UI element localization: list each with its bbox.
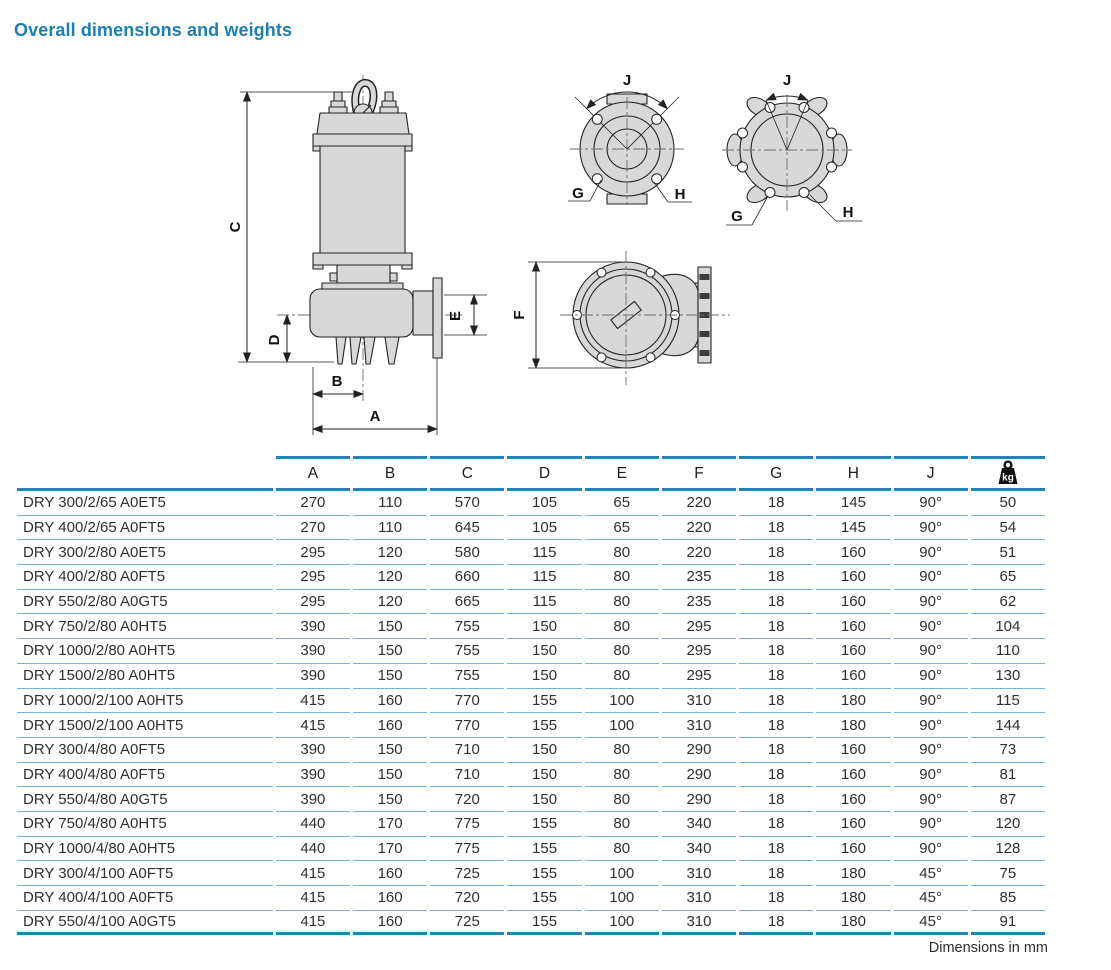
dim-value-cell: 340 xyxy=(662,812,736,837)
dim-value-cell: 160 xyxy=(816,787,890,812)
dim-value-cell: 80 xyxy=(585,590,659,615)
dim-value-cell: 150 xyxy=(507,664,581,689)
table-header-row xyxy=(17,456,1045,491)
dim-value-cell: 235 xyxy=(662,565,736,590)
dim-value-cell: 660 xyxy=(430,565,504,590)
dim-value-cell: 440 xyxy=(276,837,350,862)
dim-value-cell: 90° xyxy=(894,812,968,837)
dim-value-cell: 235 xyxy=(662,590,736,615)
dimensions-table-body xyxy=(17,491,1045,935)
model-cell: DRY 300/4/80 A0FT5 xyxy=(17,738,273,763)
dim-value-cell: 115 xyxy=(507,590,581,615)
table-row xyxy=(17,911,1045,936)
dim-value-cell: 18 xyxy=(739,911,813,936)
column-header-h: H xyxy=(816,456,890,491)
column-header-g: G xyxy=(739,456,813,491)
dim-value-cell: 170 xyxy=(353,812,427,837)
dim-value-cell: 90° xyxy=(894,540,968,565)
dim-value-cell: 180 xyxy=(816,713,890,738)
dim-value-cell: 310 xyxy=(662,911,736,936)
dim-value-cell: 770 xyxy=(430,713,504,738)
table-row xyxy=(17,540,1045,565)
dim-value-cell: 580 xyxy=(430,540,504,565)
table-row xyxy=(17,713,1045,738)
dim-label-g2: G xyxy=(731,208,743,225)
dim-value-cell: 115 xyxy=(971,689,1045,714)
dim-value-cell: 725 xyxy=(430,861,504,886)
model-cell: DRY 1000/2/80 A0HT5 xyxy=(17,639,273,664)
dim-label-j2: J xyxy=(782,72,792,89)
dim-value-cell: 390 xyxy=(276,763,350,788)
flange-top-view-45 xyxy=(722,72,862,225)
dim-value-cell: 18 xyxy=(739,812,813,837)
dim-value-cell: 155 xyxy=(507,689,581,714)
dim-value-cell: 310 xyxy=(662,713,736,738)
dim-value-cell: 65 xyxy=(585,491,659,516)
dim-label-j: J xyxy=(622,72,632,89)
column-header-b: B xyxy=(353,456,427,491)
technical-drawing xyxy=(0,55,1111,455)
dim-value-cell: 104 xyxy=(971,614,1045,639)
dim-value-cell: 160 xyxy=(353,689,427,714)
dim-value-cell: 170 xyxy=(353,837,427,862)
dim-value-cell: 115 xyxy=(507,540,581,565)
dim-value-cell: 80 xyxy=(585,664,659,689)
dim-value-cell: 415 xyxy=(276,713,350,738)
dim-value-cell: 150 xyxy=(353,614,427,639)
dim-value-cell: 295 xyxy=(276,565,350,590)
column-header-d: D xyxy=(507,456,581,491)
dim-value-cell: 80 xyxy=(585,565,659,590)
weight-kg-icon xyxy=(995,460,1021,487)
dim-label-h2: H xyxy=(842,204,854,221)
table-row xyxy=(17,689,1045,714)
dim-value-cell: 18 xyxy=(739,689,813,714)
table-row xyxy=(17,614,1045,639)
dim-value-cell: 80 xyxy=(585,614,659,639)
dim-value-cell: 160 xyxy=(816,565,890,590)
dim-value-cell: 295 xyxy=(276,590,350,615)
weight-unit-label: kg xyxy=(1002,472,1014,484)
dim-value-cell: 18 xyxy=(739,861,813,886)
dim-value-cell: 415 xyxy=(276,861,350,886)
table-row xyxy=(17,664,1045,689)
dim-value-cell: 160 xyxy=(816,639,890,664)
dim-value-cell: 144 xyxy=(971,713,1045,738)
dim-value-cell: 155 xyxy=(507,911,581,936)
model-cell: DRY 400/4/80 A0FT5 xyxy=(17,763,273,788)
column-header-c: C xyxy=(430,456,504,491)
dim-value-cell: 160 xyxy=(353,911,427,936)
dim-value-cell: 150 xyxy=(353,787,427,812)
dim-label-d: D xyxy=(266,334,283,346)
model-cell: DRY 550/4/100 A0GT5 xyxy=(17,911,273,936)
dim-value-cell: 80 xyxy=(585,738,659,763)
column-header-a: A xyxy=(276,456,350,491)
dim-value-cell: 220 xyxy=(662,516,736,541)
column-header-e: E xyxy=(585,456,659,491)
dim-value-cell: 18 xyxy=(739,837,813,862)
dim-value-cell: 80 xyxy=(585,787,659,812)
dim-value-cell: 18 xyxy=(739,886,813,911)
dim-value-cell: 80 xyxy=(585,763,659,788)
dim-value-cell: 80 xyxy=(585,540,659,565)
dim-value-cell: 128 xyxy=(971,837,1045,862)
dim-value-cell: 90° xyxy=(894,614,968,639)
dim-value-cell: 90° xyxy=(894,491,968,516)
model-cell: DRY 300/2/65 A0ET5 xyxy=(17,491,273,516)
dim-value-cell: 290 xyxy=(662,787,736,812)
dim-value-cell: 150 xyxy=(353,664,427,689)
dim-label-b: B xyxy=(331,373,343,390)
table-row xyxy=(17,886,1045,911)
dim-label-g: G xyxy=(572,185,584,202)
dim-value-cell: 570 xyxy=(430,491,504,516)
dim-value-cell: 100 xyxy=(585,689,659,714)
dim-value-cell: 18 xyxy=(739,713,813,738)
model-cell: DRY 550/2/80 A0GT5 xyxy=(17,590,273,615)
dim-value-cell: 91 xyxy=(971,911,1045,936)
dim-value-cell: 18 xyxy=(739,565,813,590)
dim-value-cell: 415 xyxy=(276,911,350,936)
dim-value-cell: 160 xyxy=(353,713,427,738)
dim-value-cell: 775 xyxy=(430,837,504,862)
dim-value-cell: 145 xyxy=(816,516,890,541)
dim-value-cell: 18 xyxy=(739,738,813,763)
dim-value-cell: 155 xyxy=(507,837,581,862)
model-cell: DRY 1000/2/100 A0HT5 xyxy=(17,689,273,714)
dim-value-cell: 150 xyxy=(353,639,427,664)
dim-value-cell: 775 xyxy=(430,812,504,837)
dim-value-cell: 50 xyxy=(971,491,1045,516)
dim-value-cell: 110 xyxy=(971,639,1045,664)
column-header-j: J xyxy=(894,456,968,491)
dim-value-cell: 45° xyxy=(894,911,968,936)
dim-value-cell: 120 xyxy=(353,565,427,590)
dim-value-cell: 105 xyxy=(507,516,581,541)
dim-value-cell: 310 xyxy=(662,886,736,911)
dim-value-cell: 80 xyxy=(585,812,659,837)
dim-value-cell: 270 xyxy=(276,491,350,516)
table-row xyxy=(17,861,1045,886)
dim-value-cell: 100 xyxy=(585,911,659,936)
model-cell: DRY 400/2/65 A0FT5 xyxy=(17,516,273,541)
dim-value-cell: 755 xyxy=(430,664,504,689)
dim-value-cell: 220 xyxy=(662,491,736,516)
dim-value-cell: 155 xyxy=(507,886,581,911)
dim-value-cell: 415 xyxy=(276,886,350,911)
volute-bottom-view xyxy=(511,251,730,385)
model-column-header xyxy=(17,456,273,491)
model-cell: DRY 750/2/80 A0HT5 xyxy=(17,614,273,639)
dim-value-cell: 150 xyxy=(507,639,581,664)
dim-value-cell: 90° xyxy=(894,689,968,714)
dim-value-cell: 155 xyxy=(507,861,581,886)
dim-value-cell: 18 xyxy=(739,590,813,615)
dim-value-cell: 80 xyxy=(585,639,659,664)
model-cell: DRY 400/2/80 A0FT5 xyxy=(17,565,273,590)
dim-value-cell: 85 xyxy=(971,886,1045,911)
dim-value-cell: 51 xyxy=(971,540,1045,565)
dim-value-cell: 340 xyxy=(662,837,736,862)
dim-value-cell: 220 xyxy=(662,540,736,565)
dim-value-cell: 710 xyxy=(430,763,504,788)
model-cell: DRY 1000/4/80 A0HT5 xyxy=(17,837,273,862)
weight-column-header xyxy=(971,456,1045,491)
dim-value-cell: 160 xyxy=(816,837,890,862)
dim-value-cell: 100 xyxy=(585,861,659,886)
dim-value-cell: 160 xyxy=(816,738,890,763)
dim-value-cell: 290 xyxy=(662,763,736,788)
dim-value-cell: 81 xyxy=(971,763,1045,788)
dim-value-cell: 180 xyxy=(816,911,890,936)
dim-value-cell: 180 xyxy=(816,861,890,886)
dim-value-cell: 290 xyxy=(662,738,736,763)
dim-value-cell: 115 xyxy=(507,565,581,590)
model-cell: DRY 750/4/80 A0HT5 xyxy=(17,812,273,837)
dim-value-cell: 110 xyxy=(353,516,427,541)
dim-value-cell: 73 xyxy=(971,738,1045,763)
dim-value-cell: 440 xyxy=(276,812,350,837)
dim-value-cell: 160 xyxy=(816,614,890,639)
model-cell: DRY 1500/2/100 A0HT5 xyxy=(17,713,273,738)
dim-value-cell: 150 xyxy=(507,614,581,639)
dim-value-cell: 90° xyxy=(894,763,968,788)
table-row xyxy=(17,837,1045,862)
table-row xyxy=(17,590,1045,615)
dim-value-cell: 65 xyxy=(971,565,1045,590)
table-row xyxy=(17,639,1045,664)
dim-value-cell: 270 xyxy=(276,516,350,541)
dim-value-cell: 90° xyxy=(894,837,968,862)
dim-value-cell: 145 xyxy=(816,491,890,516)
table-row xyxy=(17,812,1045,837)
model-cell: DRY 400/4/100 A0FT5 xyxy=(17,886,273,911)
dim-value-cell: 18 xyxy=(739,516,813,541)
dim-value-cell: 18 xyxy=(739,787,813,812)
table-row xyxy=(17,516,1045,541)
dim-value-cell: 65 xyxy=(585,516,659,541)
dim-value-cell: 295 xyxy=(662,614,736,639)
dim-value-cell: 755 xyxy=(430,639,504,664)
model-cell: DRY 1500/2/80 A0HT5 xyxy=(17,664,273,689)
dim-value-cell: 150 xyxy=(507,787,581,812)
dim-value-cell: 155 xyxy=(507,812,581,837)
table-row xyxy=(17,763,1045,788)
dim-value-cell: 155 xyxy=(507,713,581,738)
dim-value-cell: 18 xyxy=(739,639,813,664)
table-row xyxy=(17,491,1045,516)
dim-value-cell: 90° xyxy=(894,565,968,590)
dim-value-cell: 45° xyxy=(894,886,968,911)
dim-value-cell: 110 xyxy=(353,491,427,516)
dimensions-table xyxy=(14,456,1048,935)
dim-value-cell: 90° xyxy=(894,590,968,615)
dim-value-cell: 390 xyxy=(276,639,350,664)
dim-label-a: A xyxy=(369,408,381,425)
dim-value-cell: 160 xyxy=(816,590,890,615)
dim-value-cell: 18 xyxy=(739,614,813,639)
dim-value-cell: 130 xyxy=(971,664,1045,689)
dim-value-cell: 150 xyxy=(507,738,581,763)
dim-value-cell: 310 xyxy=(662,861,736,886)
dim-label-f: F xyxy=(511,310,528,320)
dim-value-cell: 75 xyxy=(971,861,1045,886)
dim-value-cell: 150 xyxy=(353,763,427,788)
dim-value-cell: 180 xyxy=(816,886,890,911)
dim-value-cell: 160 xyxy=(816,812,890,837)
dim-value-cell: 120 xyxy=(353,590,427,615)
dim-value-cell: 105 xyxy=(507,491,581,516)
table-row xyxy=(17,738,1045,763)
dim-value-cell: 120 xyxy=(353,540,427,565)
dim-value-cell: 160 xyxy=(353,861,427,886)
dim-value-cell: 80 xyxy=(585,837,659,862)
dim-value-cell: 160 xyxy=(816,763,890,788)
page-title: Overall dimensions and weights xyxy=(14,20,293,40)
dim-label-c: C xyxy=(227,221,244,233)
dim-value-cell: 150 xyxy=(507,763,581,788)
table-row xyxy=(17,787,1045,812)
dim-value-cell: 755 xyxy=(430,614,504,639)
dim-value-cell: 62 xyxy=(971,590,1045,615)
model-cell: DRY 300/4/100 A0FT5 xyxy=(17,861,273,886)
dim-value-cell: 310 xyxy=(662,689,736,714)
model-cell: DRY 300/2/80 A0ET5 xyxy=(17,540,273,565)
dim-value-cell: 90° xyxy=(894,639,968,664)
dim-value-cell: 87 xyxy=(971,787,1045,812)
dim-value-cell: 100 xyxy=(585,886,659,911)
dim-value-cell: 90° xyxy=(894,664,968,689)
dim-value-cell: 90° xyxy=(894,738,968,763)
table-row xyxy=(17,565,1045,590)
dim-value-cell: 710 xyxy=(430,738,504,763)
dim-value-cell: 18 xyxy=(739,491,813,516)
dim-value-cell: 295 xyxy=(662,639,736,664)
pump-side-view xyxy=(227,75,487,435)
dim-value-cell: 100 xyxy=(585,713,659,738)
dim-value-cell: 390 xyxy=(276,614,350,639)
dim-label-e: E xyxy=(447,310,464,322)
dim-value-cell: 45° xyxy=(894,861,968,886)
dim-value-cell: 390 xyxy=(276,664,350,689)
dim-label-h: H xyxy=(674,186,686,203)
flange-top-view-90 xyxy=(568,72,692,205)
dim-value-cell: 18 xyxy=(739,540,813,565)
column-header-f: F xyxy=(662,456,736,491)
dim-value-cell: 120 xyxy=(971,812,1045,837)
dim-value-cell: 90° xyxy=(894,516,968,541)
dim-value-cell: 150 xyxy=(353,738,427,763)
dim-value-cell: 18 xyxy=(739,664,813,689)
dim-value-cell: 295 xyxy=(276,540,350,565)
dim-value-cell: 18 xyxy=(739,763,813,788)
dim-value-cell: 645 xyxy=(430,516,504,541)
dim-value-cell: 160 xyxy=(816,664,890,689)
dim-value-cell: 720 xyxy=(430,787,504,812)
dim-value-cell: 720 xyxy=(430,886,504,911)
dim-value-cell: 415 xyxy=(276,689,350,714)
dim-value-cell: 770 xyxy=(430,689,504,714)
dim-value-cell: 390 xyxy=(276,738,350,763)
dim-value-cell: 180 xyxy=(816,689,890,714)
dim-value-cell: 295 xyxy=(662,664,736,689)
footer-note: Dimensions in mm xyxy=(928,940,1048,956)
dim-value-cell: 390 xyxy=(276,787,350,812)
dim-value-cell: 725 xyxy=(430,911,504,936)
dim-value-cell: 665 xyxy=(430,590,504,615)
dim-value-cell: 90° xyxy=(894,713,968,738)
dim-value-cell: 160 xyxy=(816,540,890,565)
model-cell: DRY 550/4/80 A0GT5 xyxy=(17,787,273,812)
dim-value-cell: 90° xyxy=(894,787,968,812)
dim-value-cell: 160 xyxy=(353,886,427,911)
dim-value-cell: 54 xyxy=(971,516,1045,541)
